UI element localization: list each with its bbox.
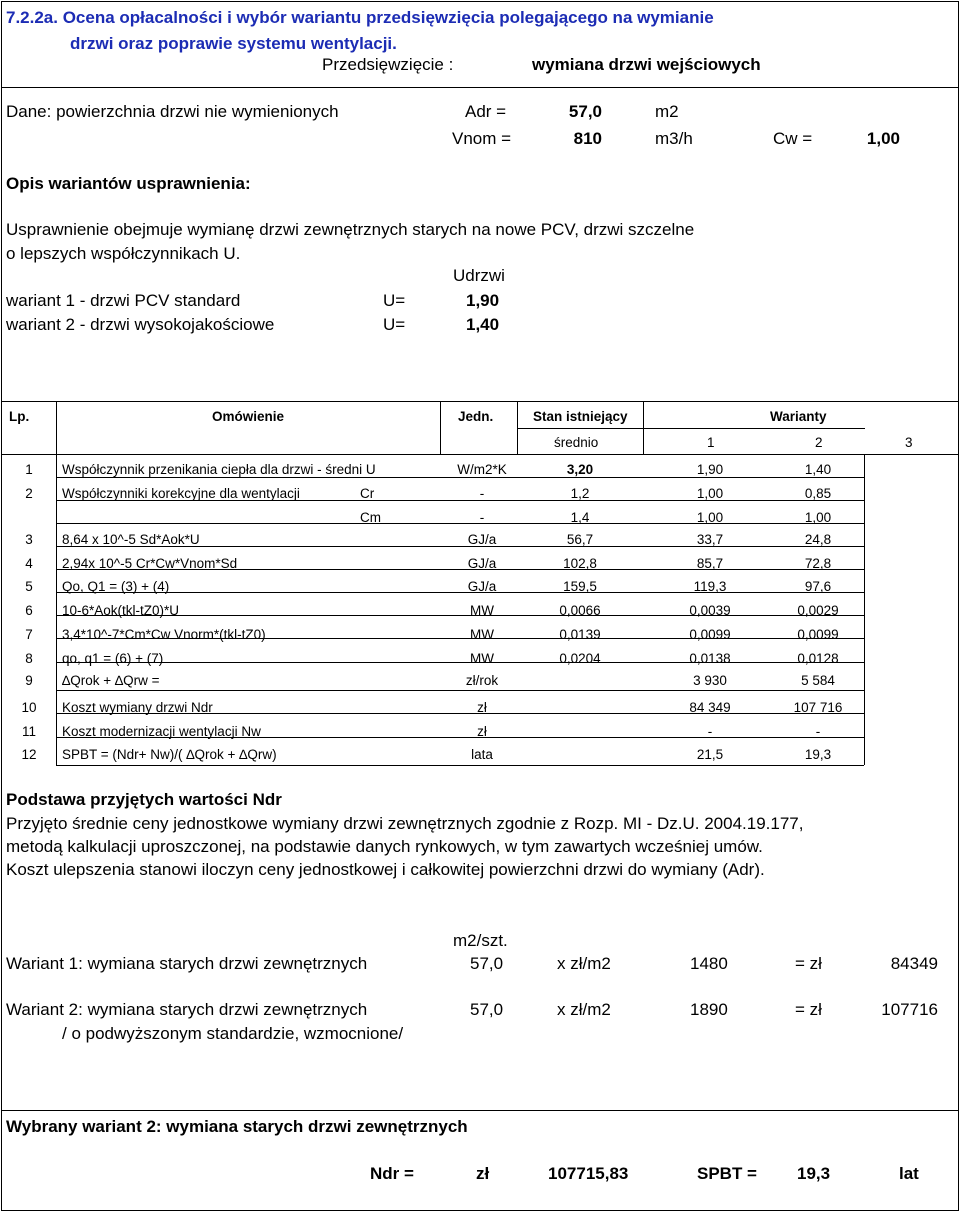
calc-1-area: 57,0 (470, 954, 504, 973)
row-unit: GJ/a (467, 579, 497, 594)
row-stan: 0,0204 (559, 651, 601, 666)
table-row-line (56, 737, 864, 738)
vnom-unit: m3/h (655, 129, 693, 148)
table-col-line (56, 401, 57, 765)
row-unit: GJ/a (467, 556, 497, 571)
opis-heading: Opis wariantów usprawnienia: (6, 174, 251, 193)
row-lp: 5 (25, 579, 33, 594)
row-variant-1: 85,7 (696, 556, 724, 571)
row-variant-1: 84 349 (689, 700, 731, 715)
row-unit: - (479, 510, 485, 525)
row-variant-1: 21,5 (696, 747, 724, 762)
row-unit: zł/rok (465, 673, 499, 688)
row-lp: 2 (25, 486, 33, 501)
row-stan: 1,4 (570, 510, 590, 525)
calc-unit-header: m2/szt. (453, 931, 508, 950)
row-stan: 3,20 (566, 462, 594, 477)
table-row-line (56, 638, 864, 639)
row-stan: 102,8 (563, 556, 597, 571)
ndr-value: 107715,83 (548, 1164, 629, 1183)
subheader-1: 1 (707, 435, 715, 450)
calc-note: / o podwyższonym standardzie, wzmocnione/ (62, 1024, 404, 1043)
summary-heading: Wybrany wariant 2: wymiana starych drzwi zewnętrznych (6, 1117, 468, 1136)
calc-2-name: Wariant 2: wymiana starych drzwi zewnętrznych (6, 1000, 368, 1019)
header-omowienie: Omówienie (212, 409, 285, 424)
row-description: Koszt wymiany drzwi Ndr (62, 700, 213, 715)
przedsiewziecie-label: Przedsięwzięcie : (322, 55, 454, 74)
row-description: ∆Qrok + ∆Qrw = (62, 673, 160, 688)
table-row-line (56, 477, 864, 478)
row-lp: 8 (25, 651, 33, 666)
row-stan: 1,2 (570, 486, 590, 501)
table-bottom-line (56, 765, 864, 766)
row-lp: 11 (21, 724, 36, 739)
table-row-line (56, 592, 864, 593)
row-variant-1: 33,7 (696, 532, 724, 547)
row-unit: MW (470, 603, 494, 618)
row-variant-2: 0,0029 (797, 603, 839, 618)
adr-unit: m2 (655, 102, 679, 121)
opis-line-1: Usprawnienie obejmuje wymianę drzwi zewnętrznych starych na nowe PCV, drzwi szczelne (6, 220, 695, 239)
vnom-label: Vnom = (452, 129, 512, 148)
row-description: 2,94x 10^-5 Cr*Cw*Vnom*Sd (62, 556, 238, 571)
row-variant-1: 3 930 (693, 673, 727, 688)
row-unit: - (479, 486, 485, 501)
header-lp: Lp. (9, 409, 30, 424)
header-jedn: Jedn. (458, 409, 494, 424)
row-variant-2: 19,3 (804, 747, 832, 762)
row-variant-2: 1,00 (804, 510, 832, 525)
row-unit: zł (477, 724, 487, 739)
section-title: 7.2.2a. Ocena opłacalności i wybór wariantu przedsięwzięcia polegającego na wymianie (6, 8, 714, 27)
subheader-2: 2 (815, 435, 823, 450)
ndr-label: Ndr = (370, 1164, 414, 1183)
spbt-unit: lat (899, 1164, 919, 1183)
row-lp: 12 (21, 747, 37, 762)
row-variant-1: 1,00 (696, 486, 724, 501)
table-col-line (643, 401, 644, 454)
row-lp: 3 (25, 532, 33, 547)
cw-label: Cw = (773, 129, 813, 148)
calc-2-total: 107716 (881, 1000, 938, 1019)
variant-1-u-label: U= (383, 291, 406, 310)
summary-divider (2, 1110, 958, 1111)
row-variant-2: 72,8 (804, 556, 832, 571)
section-title-cont: drzwi oraz poprawie systemu wentylacji. (70, 34, 397, 53)
table-top-line (2, 401, 958, 402)
row-lp: 1 (25, 462, 33, 477)
calc-2-area: 57,0 (470, 1000, 504, 1019)
calc-1-mult: x zł/m2 (557, 954, 611, 973)
udrzwi-header: Udrzwi (453, 266, 505, 285)
table-col-line (517, 401, 518, 454)
dane-label: Dane: powierzchnia drzwi nie wymienionych (6, 102, 339, 121)
row-variant-1: 0,0039 (689, 603, 731, 618)
table-line (2, 454, 958, 455)
calc-1-total: 84349 (890, 954, 938, 973)
variant-1-name: wariant 1 - drzwi PCV standard (6, 291, 241, 310)
table-row-line (56, 615, 864, 616)
calc-2-eq: = zł (795, 1000, 822, 1019)
table-row-line (56, 500, 864, 501)
table-row-line (56, 690, 864, 691)
row-description: 8,64 x 10^-5 Sd*Aok*U (62, 532, 200, 547)
podstawa-line-3: Koszt ulepszenia stanowi iloczyn ceny jednostkowej i całkowitej powierzchni drzwi do wymiany (Adr). (6, 860, 765, 879)
calc-2-mult: x zł/m2 (557, 1000, 611, 1019)
row-variant-2: 97,6 (804, 579, 832, 594)
spbt-value: 19,3 (797, 1164, 831, 1183)
row-lp: 9 (25, 673, 33, 688)
variant-2-u-label: U= (383, 315, 406, 334)
row-description: 3,4*10^-7*Cm*Cw Vnorm*(tkl-tZ0) (62, 627, 266, 642)
table-row-line (56, 523, 864, 524)
calc-1-eq: = zł (795, 954, 822, 973)
row-description: 10-6*Aok(tkl-tZ0)*U (62, 603, 180, 618)
table-row-line (56, 662, 864, 663)
row-variant-2: - (815, 724, 821, 739)
subheader-srednio: średnio (554, 435, 599, 450)
row-description: SPBT = (Ndr+ Nw)/( ∆Qrok + ∆Qrw) (62, 747, 277, 762)
variant-2-name: wariant 2 - drzwi wysokojakościowe (6, 315, 275, 334)
adr-label: Adr = (465, 102, 507, 121)
przedsiewziecie-value: wymiana drzwi wejściowych (532, 55, 761, 74)
row-variant-1: 1,90 (696, 462, 724, 477)
row-variant-1: 1,00 (696, 510, 724, 525)
row-unit: GJ/a (467, 532, 497, 547)
row-unit: W/m2*K (457, 462, 507, 477)
row-description: Qo, Q1 = (3) + (4) (62, 579, 170, 594)
row-variant-1: - (707, 724, 713, 739)
subheader-3: 3 (905, 435, 913, 450)
row-variant-2: 24,8 (804, 532, 832, 547)
row-lp: 10 (21, 700, 37, 715)
row-stan: 0,0066 (559, 603, 601, 618)
row-variant-2: 107 716 (793, 700, 843, 715)
spbt-label: SPBT = (697, 1164, 757, 1183)
header-warianty: Warianty (770, 409, 827, 424)
row-description: Koszt modernizacji wentylacji Nw (62, 724, 261, 739)
row-stan: 56,7 (566, 532, 594, 547)
table-row-line (56, 569, 864, 570)
calc-1-price: 1480 (690, 954, 728, 973)
row-lp: 7 (25, 627, 33, 642)
header-stan: Stan istniejący (533, 409, 628, 424)
row-lp: 4 (25, 556, 33, 571)
row-variant-2: 0,85 (804, 486, 832, 501)
row-unit: MW (470, 627, 494, 642)
podstawa-heading: Podstawa przyjętych wartości Ndr (6, 790, 282, 809)
row-variant-1: 0,0138 (689, 651, 731, 666)
row-lp: 6 (25, 603, 33, 618)
row-unit: lata (471, 747, 493, 762)
ndr-unit: zł (476, 1164, 490, 1183)
table-row-line (56, 546, 864, 547)
row-variant-2: 0,0099 (797, 627, 839, 642)
opis-line-2: o lepszych współczynnikach U. (6, 244, 241, 263)
podstawa-line-1: Przyjęto średnie ceny jednostkowe wymiany drzwi zewnętrznych zgodnie z Rozp. MI - Dz.U. 2004.19.177, (6, 814, 804, 833)
podstawa-line-2: metodą kalkulacji uproszczonej, na podstawie danych rynkowych, w tym zawartych wcześniej umów. (6, 837, 763, 856)
row-variant-1: 119,3 (693, 579, 727, 594)
divider (2, 87, 958, 88)
row-description: Współczynnik przenikania ciepła dla drzwi - średni U (62, 462, 376, 477)
row-symbol: Cm (360, 510, 381, 525)
row-unit: MW (470, 651, 494, 666)
adr-value: 57,0 (568, 102, 602, 121)
row-variant-1: 0,0099 (689, 627, 731, 642)
row-description: Współczynniki korekcyjne dla wentylacji (62, 486, 300, 501)
variant-1-u-value: 1,90 (466, 291, 500, 310)
variant-2-u-value: 1,40 (466, 315, 500, 334)
row-variant-2: 5 584 (801, 673, 835, 688)
row-unit: zł (477, 700, 487, 715)
table-col-line (440, 401, 441, 454)
table-line (517, 428, 865, 429)
vnom-value: 810 (573, 129, 602, 148)
calc-1-name: Wariant 1: wymiana starych drzwi zewnętrznych (6, 954, 368, 973)
row-description: qo, q1 = (6) + (7) (62, 651, 164, 666)
calc-2-price: 1890 (690, 1000, 728, 1019)
cw-value: 1,00 (866, 129, 900, 148)
row-variant-2: 0,0128 (797, 651, 839, 666)
table-row-line (56, 713, 864, 714)
row-variant-2: 1,40 (804, 462, 832, 477)
row-stan: 0,0139 (559, 627, 601, 642)
row-symbol: Cr (360, 486, 375, 501)
row-stan: 159,5 (563, 579, 597, 594)
